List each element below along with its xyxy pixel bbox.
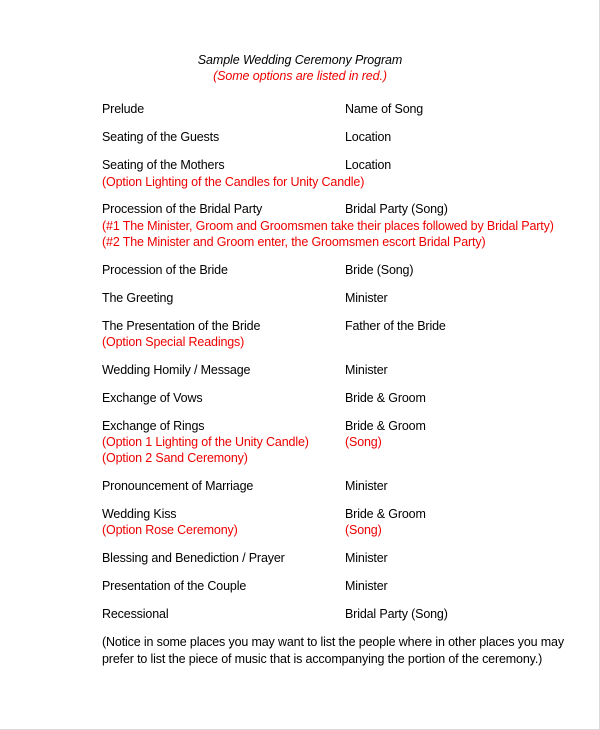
program-item-detail: Minister bbox=[345, 551, 388, 565]
program-item-detail: Location bbox=[345, 130, 392, 144]
program-item-detail: Father of the Bride bbox=[345, 319, 446, 333]
program-item-detail: Bride & Groom bbox=[345, 391, 426, 405]
document-subtitle: (Some options are listed in red.) bbox=[213, 69, 387, 83]
program-item-label: Recessional bbox=[102, 607, 169, 621]
program-item-option: (Option 1 Lighting of the Unity Candle) bbox=[102, 435, 309, 449]
program-item-option: (Option Special Readings) bbox=[102, 335, 245, 349]
program-item-option: (Song) bbox=[345, 523, 382, 537]
program-item-label: Wedding Homily / Message bbox=[102, 363, 251, 377]
program-item-detail: Minister bbox=[345, 579, 388, 593]
program-item-label: Exchange of Vows bbox=[102, 391, 203, 405]
program-item-option: (#1 The Minister, Groom and Groomsmen take their places followed by Bridal Party) bbox=[102, 219, 554, 233]
notice-text: (Notice in some places you may want to list the people where in other places you may bbox=[102, 635, 564, 649]
program-item-detail: Bride (Song) bbox=[345, 263, 414, 277]
program-item-label: Pronouncement of Marriage bbox=[102, 479, 254, 493]
program-item-option: (Option Rose Ceremony) bbox=[102, 523, 238, 537]
program-item-detail: Location bbox=[345, 158, 392, 172]
program-item-label: Presentation of the Couple bbox=[102, 579, 247, 593]
notice-text: prefer to list the piece of music that is accompanying the portion of the ceremony.) bbox=[102, 652, 543, 666]
program-item-label: Seating of the Guests bbox=[102, 130, 220, 144]
program-item-detail: Minister bbox=[345, 363, 388, 377]
program-item-detail: Bridal Party (Song) bbox=[345, 202, 448, 216]
program-item-detail: Minister bbox=[345, 291, 388, 305]
program-item-label: Blessing and Benediction / Prayer bbox=[102, 551, 285, 565]
program-item-label: The Presentation of the Bride bbox=[102, 319, 261, 333]
document-title: Sample Wedding Ceremony Program bbox=[197, 53, 403, 67]
program-item-option: (#2 The Minister and Groom enter, the Groomsmen escort Bridal Party) bbox=[102, 235, 486, 249]
program-item-label: Prelude bbox=[102, 102, 145, 116]
program-item-option: (Song) bbox=[345, 435, 382, 449]
program-item-label: Wedding Kiss bbox=[102, 507, 177, 521]
program-item-label: Exchange of Rings bbox=[102, 419, 205, 433]
program-item-label: Seating of the Mothers bbox=[102, 158, 225, 172]
program-item-label: The Greeting bbox=[102, 291, 174, 305]
program-item-detail: Bride & Groom bbox=[345, 419, 426, 433]
program-item-detail: Minister bbox=[345, 479, 388, 493]
program-item-label: Procession of the Bridal Party bbox=[102, 202, 263, 216]
program-item-detail: Bride & Groom bbox=[345, 507, 426, 521]
program-item-label: Procession of the Bride bbox=[102, 263, 228, 277]
program-item-detail: Bridal Party (Song) bbox=[345, 607, 448, 621]
program-item-option: (Option Lighting of the Candles for Unity Candle) bbox=[102, 175, 365, 189]
program-item-option: (Option 2 Sand Ceremony) bbox=[102, 451, 248, 465]
program-item-detail: Name of Song bbox=[345, 102, 424, 116]
